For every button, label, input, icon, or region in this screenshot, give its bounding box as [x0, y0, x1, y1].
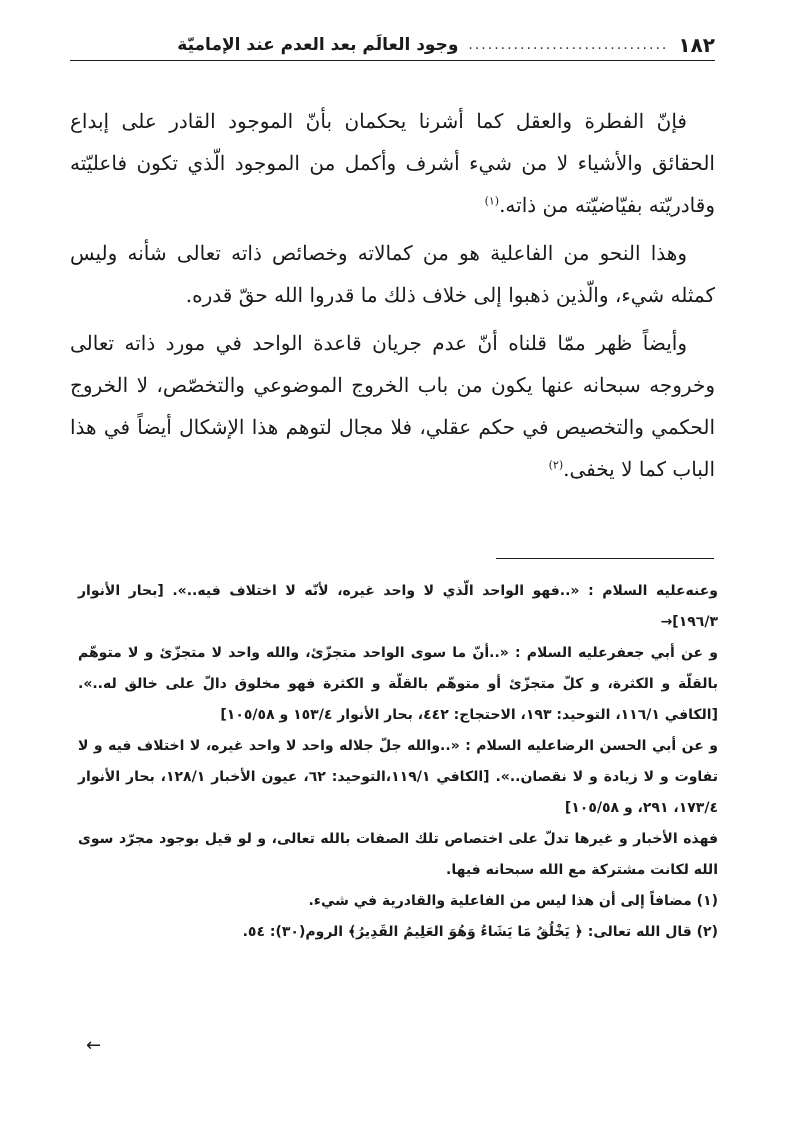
paragraph: وهذا النحو من الفاعلية هو من كمالاته وخصائص ذاته تعالى شأنه وليس كمثله شيء، والّذين ذهبوا إلى خلاف ذلك ما قدروا الله حقّ قدره.	[70, 241, 715, 307]
header-rule	[70, 60, 715, 61]
footnote-ref: (٢)	[548, 458, 564, 472]
footnote-separator	[496, 558, 714, 559]
footnote-line: وعنه‌عليه السلام : «..فهو الواحد الّذي لا واحد غيره، لأنّه لا اختلاف فيه..». [بحار الأنوار ١٩٦/٣]→	[78, 583, 718, 630]
footnote-ref: (١)	[484, 194, 500, 208]
paragraph: فإنّ الفطرة والعقل كما أشرنا يحكمان بأنّ الموجود القادر على إبداع الحقائق والأشياء لا من شيء أشرف وأكمل من الموجود الّذي تكون فاعليّته وقادريّته بفيّاضيّته من ذاته.$^{(١)}$	[70, 109, 715, 217]
footnote-line: و عن أبي الحسن الرضاعليه السلام : «..والله جلّ جلاله واحد لا واحد غيره، لا اختلاف فيه و لا تفاوت و لا زيادة و لا نقصان..». [الكافي ١١٩/١،التوحيد: ٦٢، عيون الأخبار ١٢٨/١، بحار الأنوار ١٧٣/٤، ٢٩١، و ١٠٥/٥٨]	[78, 738, 719, 816]
footnote-2: (٢) قال الله تعالى: ﴿ يَخْلُقُ مَا يَشَاءُ وَهُوَ العَلِيمُ القَدِيرُ﴾ الروم(٣٠): ٥٤.	[242, 924, 718, 940]
paragraph: وأيضاً ظهر ممّا قلناه أنّ عدم جريان قاعدة الواحد في مورد ذاته تعالى وخروجه سبحانه عنها يكون من باب الخروج الموضوعي والتخصّص، لا الخروج الحكمي والتخصيص في حكم عقلي، فلا مجال لتوهم هذا الإشكال أيضاً في هذا الباب كما لا يخفى.$^{(٢)}$	[70, 331, 715, 481]
running-header	[70, 30, 715, 60]
footnote-1: (١) مضافاً إلى أن هذا ليس من الفاعلية والقادرية في شيء.	[308, 893, 718, 909]
continuation-arrow: →	[660, 614, 673, 630]
chapter-title: وجود العالَم بعد العدم عند الإماميّة	[177, 35, 459, 55]
header-leader-dots: ...............................	[468, 37, 669, 53]
footnote-line: فهذه الأخبار و غيرها تدلّ على اختصاص تلك الصفات بالله تعالى، و لو قيل بوجود مجرّد سوى الله لكانت مشتركة مع الله سبحانه فيها.	[78, 831, 718, 878]
next-page-arrow: ←	[86, 1035, 102, 1056]
main-text	[70, 100, 715, 496]
footnotes	[78, 576, 718, 948]
footnote-line: و عن أبي جعفرعليه السلام : «..أنّ ما سوى الواحد متجزّئ، والله واحد لا متجزّئ و لا متوهّم بالقلّة و الكثرة، و كلّ متجزّئ أو متوهّم بالقلّة و الكثرة فهو مخلوق دالّ على خالق له..». [الكافي ١١٦/١، التوحيد: ١٩٣، الاحتجاج: ٤٤٢، بحار الأنوار ١٥٣/٤ و ١٠٥/٥٨]	[78, 645, 718, 723]
page-number: ١٨٢	[678, 33, 715, 57]
